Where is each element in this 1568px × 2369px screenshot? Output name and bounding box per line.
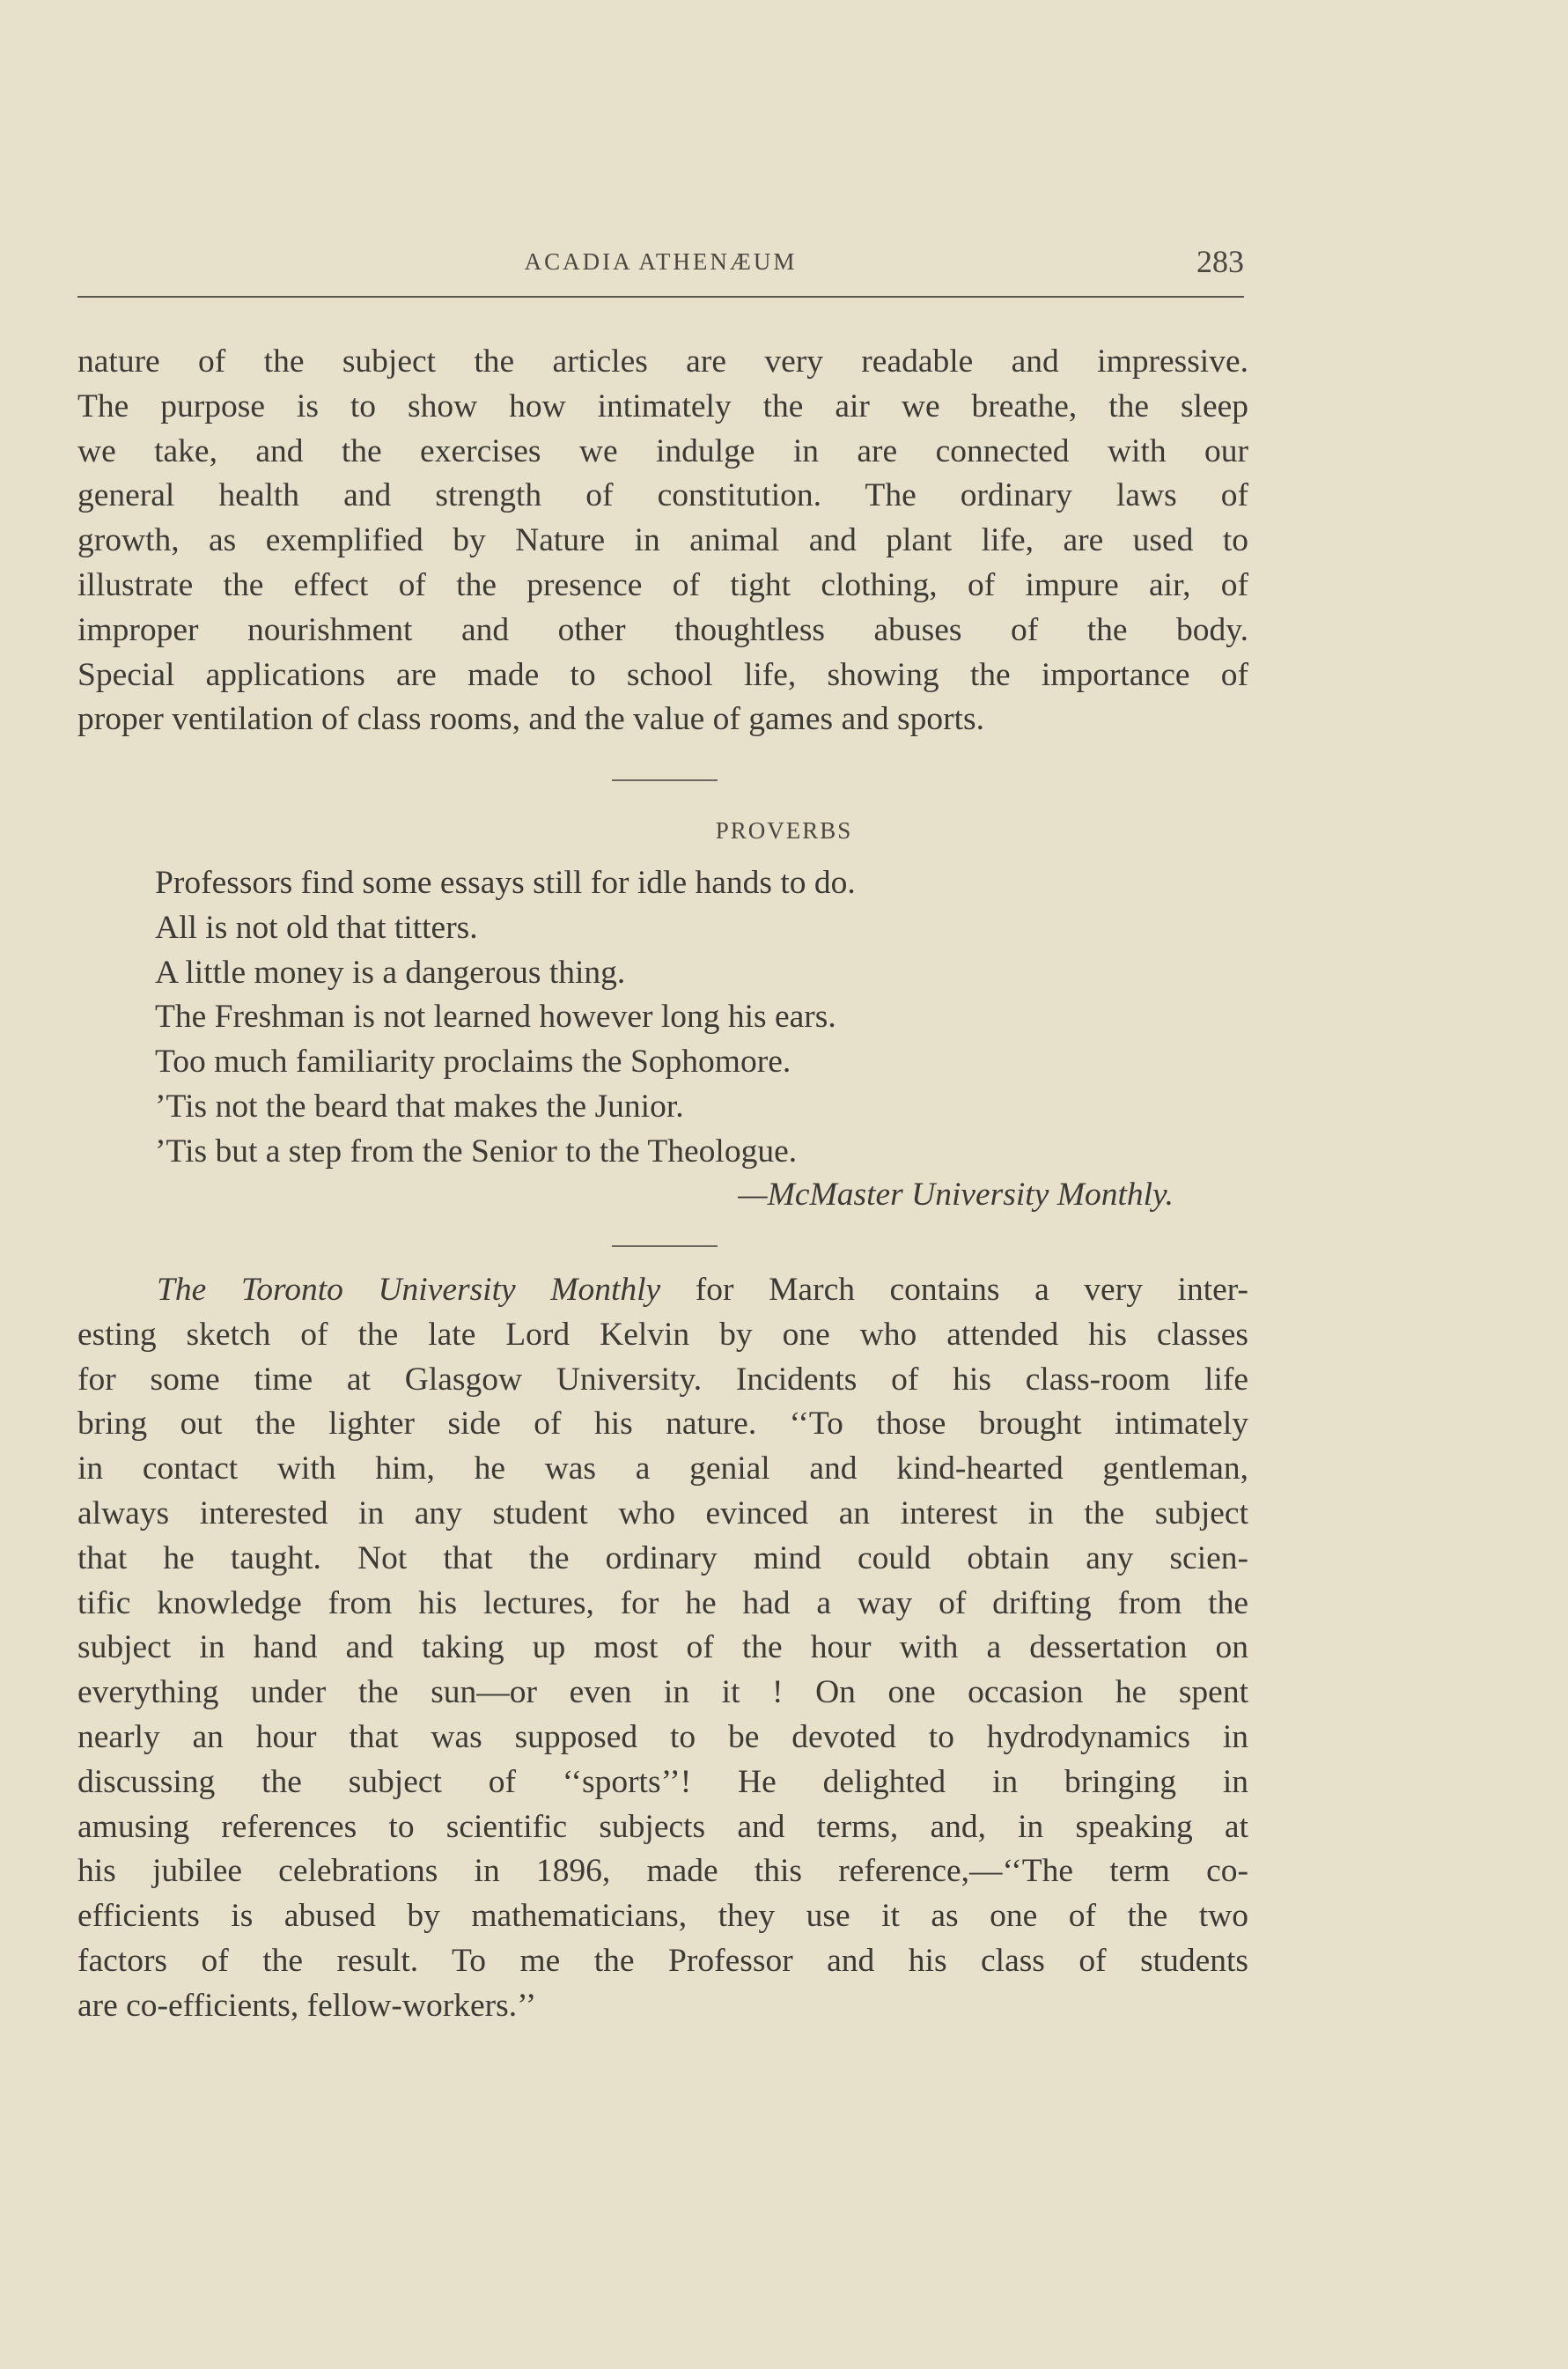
text-span: for March contains a very inter- — [660, 1272, 1248, 1308]
text-line: nature of the subject the articles are very readable and impressive. — [77, 343, 1248, 380]
text-line: in contact with him, he was a genial and kind-hearted gentleman, — [77, 1450, 1248, 1487]
paragraph-health-articles — [77, 340, 1248, 742]
text-line: growth, as exemplified by Nature in animal and plant life, are used to — [77, 522, 1248, 559]
proverb-item: ’Tis but a step from the Senior to the Theologue. — [155, 1133, 798, 1170]
text-line: efficients is abused by mathematicians, they use it as one of the two — [77, 1898, 1248, 1935]
running-title: ACADIA ATHENÆUM — [524, 248, 798, 275]
proverbs-heading: PROVERBS — [715, 817, 853, 844]
text-line: proper ventilation of class rooms, and the value of games and sports. — [77, 701, 984, 738]
text-line: tific knowledge from his lectures, for he had a way of drifting from the — [77, 1584, 1248, 1621]
text-line: improper nourishment and other thoughtless abuses of the body. — [77, 611, 1248, 648]
text-line: bring out the lighter side of his nature. ‘‘To those brought intimately — [77, 1406, 1248, 1443]
proverb-item: Professors find some essays still for idle hands to do. — [155, 865, 856, 901]
text-line: illustrate the effect of the presence of tight clothing, of impure air, of — [77, 566, 1248, 603]
proverb-item: ’Tis not the beard that makes the Junior. — [155, 1088, 684, 1125]
text-line — [77, 1268, 1248, 1313]
proverb-item: The Freshman is not learned however long his ears. — [155, 999, 836, 1036]
text-line: amusing references to scientific subjects and terms, and, in speaking at — [77, 1808, 1248, 1845]
text-line: we take, and the exercises we indulge in are connected with our — [77, 432, 1248, 469]
proverbs-list — [155, 861, 856, 1175]
proverb-item: A little money is a dangerous thing. — [155, 954, 626, 991]
header-rule — [77, 296, 1244, 298]
paragraph-lord-kelvin — [77, 1268, 1248, 2029]
text-line: factors of the result. To me the Professor and his class of students — [77, 1942, 1248, 1979]
text-line: discussing the subject of ‘‘sports’’! He delighted in bringing in — [77, 1763, 1248, 1800]
text-line: everything under the sun—or even in it ! On one occasion he spent — [77, 1674, 1248, 1711]
running-header — [77, 244, 1244, 292]
text-line: subject in hand and taking up most of the hour with a dessertation on — [77, 1629, 1248, 1666]
text-line: that he taught. Not that the ordinary mind could obtain any scien- — [77, 1539, 1248, 1576]
text-line: nearly an hour that was supposed to be devoted to hydrodynamics in — [77, 1718, 1248, 1755]
text-line: esting sketch of the late Lord Kelvin by one who attended his classes — [77, 1316, 1248, 1353]
proverbs-attribution: —McMaster University Monthly. — [738, 1177, 1174, 1213]
text-line: his jubilee celebrations in 1896, made this reference,—‘‘The term co- — [77, 1853, 1248, 1890]
page-number: 283 — [1196, 244, 1244, 279]
section-divider — [612, 1245, 718, 1247]
section-divider — [612, 779, 718, 781]
proverb-item: All is not old that titters. — [155, 909, 478, 946]
text-line: general health and strength of constitution. The ordinary laws of — [77, 477, 1248, 514]
text-line: for some time at Glasgow University. Incidents of his class-room life — [77, 1361, 1248, 1398]
publication-title: The Toronto University Monthly — [157, 1272, 661, 1308]
text-line: are co-efficients, fellow-workers.’’ — [77, 1987, 537, 2024]
text-line: always interested in any student who evinced an interest in the subject — [77, 1494, 1248, 1531]
proverb-item: Too much familiarity proclaims the Sophomore. — [155, 1044, 791, 1081]
text-line: The purpose is to show how intimately the air we breathe, the sleep — [77, 387, 1248, 424]
text-line: Special applications are made to school life, showing the importance of — [77, 656, 1248, 693]
